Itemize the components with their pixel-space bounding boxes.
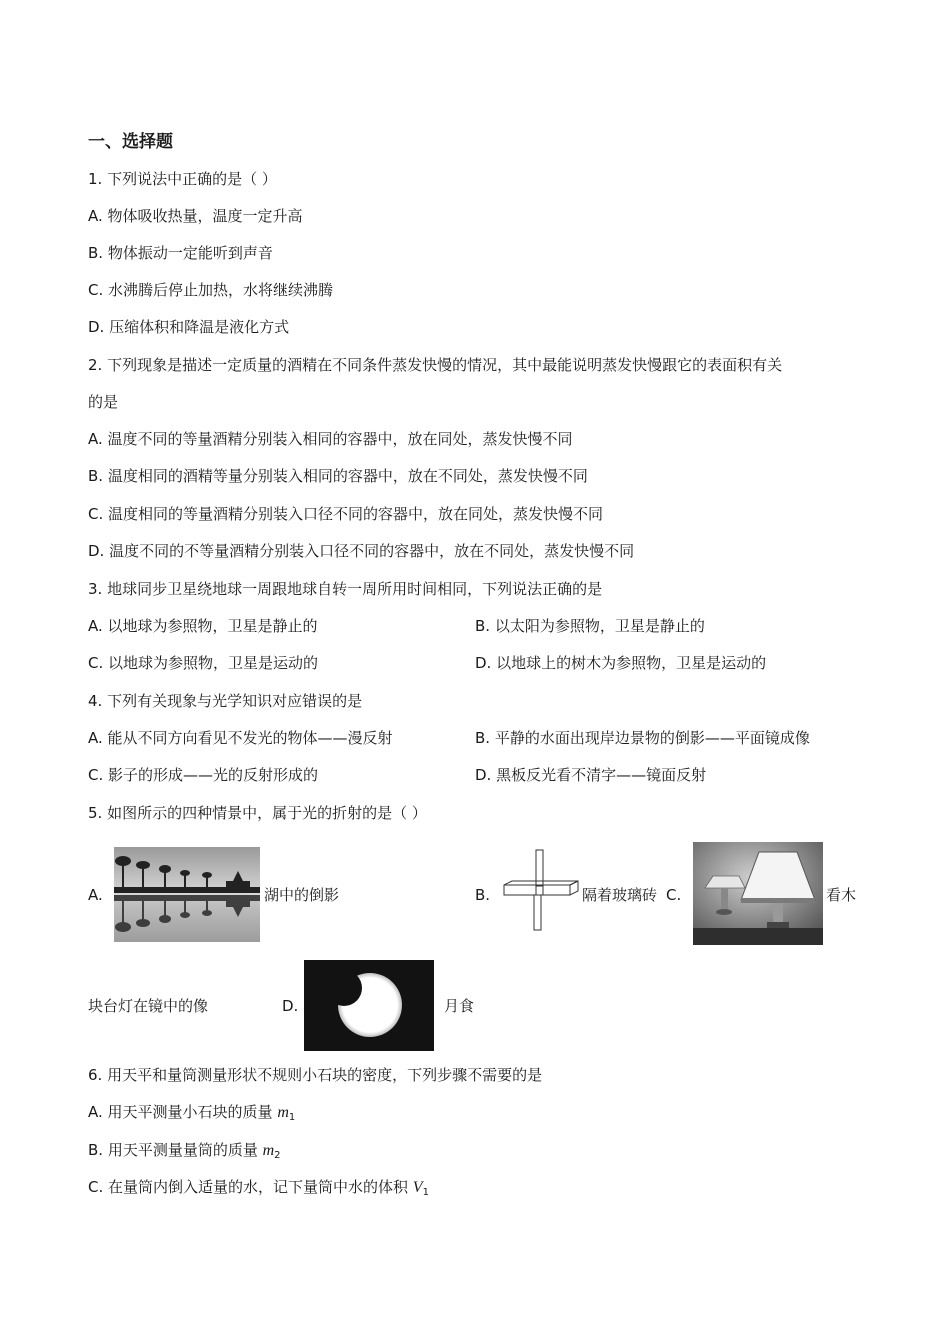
q4-option-c: C. 影子的形成——光的反射形成的 — [88, 766, 319, 784]
q5-option-c-letter: C. — [666, 886, 682, 904]
q6-stem: 6. 用天平和量筒测量形状不规则小石块的密度，下列步骤不需要的是 — [88, 1066, 543, 1084]
q3-option-a: A. 以地球为参照物，卫星是静止的 — [88, 617, 318, 635]
q5-stem: 5. 如图所示的四种情景中，属于光的折射的是（ ） — [88, 804, 427, 822]
q2-stem-line2: 的是 — [88, 393, 119, 411]
q4-option-a: A. 能从不同方向看见不发光的物体——漫反射 — [88, 729, 393, 747]
q5-option-c-caption-part1: 看木 — [826, 886, 857, 904]
q2-option-d: D. 温度不同的不等量酒精分别装入口径不同的容器中，放在不同处，蒸发快慢不同 — [88, 542, 635, 560]
q1-option-a: A. 物体吸收热量，温度一定升高 — [88, 207, 303, 225]
q4-option-b: B. 平静的水面出现岸边景物的倒影——平面镜成像 — [475, 729, 810, 747]
lake-reflection-image — [114, 847, 260, 942]
q6-option-c-sub: 1 — [422, 1187, 429, 1198]
q6-option-b-var: m — [262, 1142, 275, 1159]
q1-option-b: B. 物体振动一定能听到声音 — [88, 244, 273, 262]
q4-stem: 4. 下列有关现象与光学知识对应错误的是 — [88, 692, 363, 710]
q1-option-c: C. 水沸腾后停止加热，水将继续沸腾 — [88, 281, 334, 299]
q3-option-d: D. 以地球上的树木为参照物，卫星是运动的 — [475, 654, 767, 672]
q6-option-a-var: m — [277, 1104, 289, 1121]
q2-option-c: C. 温度相同的等量酒精分别装入口径不同的容器中，放在同处，蒸发快慢不同 — [88, 505, 604, 523]
q2-option-a: A. 温度不同的等量酒精分别装入相同的容器中，放在同处，蒸发快慢不同 — [88, 430, 573, 448]
q2-option-b: B. 温度相同的酒精等量分别装入相同的容器中，放在不同处，蒸发快慢不同 — [88, 467, 588, 485]
q5-option-d-letter: D. — [282, 997, 299, 1015]
q6-option-a — [88, 1102, 295, 1128]
q5-option-a-caption: 湖中的倒影 — [264, 886, 340, 904]
q3-stem: 3. 地球同步卫星绕地球一周跟地球自转一周所用时间相同，下列说法正确的是 — [88, 580, 603, 598]
q3-option-c: C. 以地球为参照物，卫星是运动的 — [88, 654, 319, 672]
lamp-in-mirror-image — [693, 842, 823, 945]
q6-option-a-sub: 1 — [288, 1112, 296, 1123]
q6-option-c — [88, 1177, 429, 1203]
q6-option-b — [88, 1140, 281, 1166]
q6-option-a-text: A. 用天平测量小石块的质量 — [88, 1103, 278, 1121]
lunar-eclipse-image — [304, 960, 434, 1051]
q5-option-b-caption: 隔着玻璃砖 — [582, 886, 658, 904]
q6-option-b-sub: 2 — [274, 1150, 281, 1161]
q5-option-d-caption: 月食 — [444, 997, 475, 1015]
q6-option-c-var: V — [412, 1179, 423, 1196]
q5-option-b-letter: B. — [475, 886, 491, 904]
q5-option-c-caption-part2: 块台灯在镜中的像 — [88, 997, 209, 1015]
q1-stem: 1. 下列说法中正确的是（ ） — [88, 170, 277, 188]
q6-option-b-text: B. 用天平测量量筒的质量 — [88, 1141, 263, 1159]
q4-option-d: D. 黑板反光看不清字——镜面反射 — [475, 766, 707, 784]
pencil-glass-brick-image — [500, 849, 580, 931]
q6-option-c-text: C. 在量筒内倒入适量的水，记下量筒中水的体积 — [88, 1178, 413, 1196]
q1-option-d: D. 压缩体积和降温是液化方式 — [88, 318, 290, 336]
q3-option-b: B. 以太阳为参照物，卫星是静止的 — [475, 617, 705, 635]
section-title: 一、选择题 — [88, 132, 173, 152]
q2-stem-line1: 2. 下列现象是描述一定质量的酒精在不同条件蒸发快慢的情况，其中最能说明蒸发快慢跟它的表面积有关 — [88, 356, 783, 374]
q5-option-a-letter: A. — [88, 886, 103, 904]
